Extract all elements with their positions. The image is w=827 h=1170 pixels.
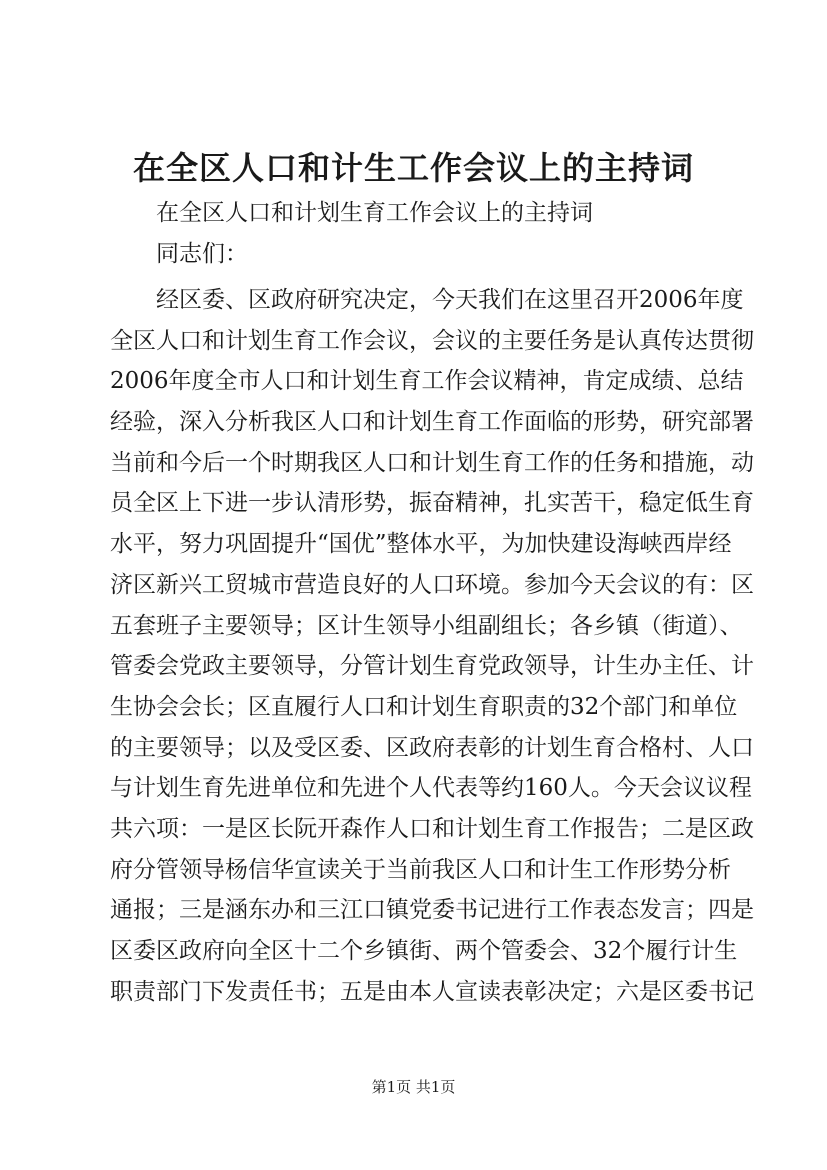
body-line: 的主要领导；以及受区委、区政府表彰的计划生育合格村、人口	[110, 734, 754, 761]
body-paragraph	[110, 280, 754, 1012]
document-subtitle: 在全区人口和计划生育工作会议上的主持词	[156, 200, 593, 226]
body-line: 府分管领导杨信华宣读关于当前我区人口和计生工作形势分析	[110, 856, 731, 883]
body-line: 济区新兴工贸城市营造良好的人口环境。参加今天会议的有：区	[110, 571, 754, 598]
body-line: 五套班子主要领导；区计生领导小组副组长；各乡镇（街道）、	[110, 612, 743, 639]
body-line: 经验，深入分析我区人口和计划生育工作面临的形势，研究部署	[110, 409, 754, 436]
body-line: 与计划生育先进单位和先进个人代表等约160人。今天会议议程	[110, 775, 752, 802]
body-line: 全区人口和计划生育工作会议，会议的主要任务是认真传达贯彻	[110, 327, 754, 354]
page-number-footer: 第1页 共1页	[371, 1078, 456, 1096]
body-line: 水平，努力巩固提升“国优”整体水平，为加快建设海峡西岸经	[110, 531, 732, 558]
body-line: 2006年度全市人口和计划生育工作会议精神，肯定成绩、总结	[110, 368, 744, 395]
body-line: 当前和今后一个时期我区人口和计划生育工作的任务和措施，动	[110, 449, 754, 476]
body-line: 区委区政府向全区十二个乡镇街、两个管委会、32个履行计生	[110, 938, 738, 964]
body-line: 管委会党政主要领导，分管计划生育党政领导，计生办主任、计	[110, 653, 754, 680]
body-line: 共六项：一是区长阮开森作人口和计划生育工作报告；二是区政	[110, 815, 754, 842]
body-line: 生协会会长；区直履行人口和计划生育职责的32个部门和单位	[110, 693, 738, 720]
body-line: 通报；三是涵东办和三江口镇党委书记进行工作表态发言；四是	[110, 897, 754, 924]
body-line: 员全区上下进一步认清形势，振奋精神，扎实苦干，稳定低生育	[110, 490, 754, 517]
body-line: 职责部门下发责任书；五是由本人宣读表彰决定；六是区委书记	[110, 978, 754, 1005]
body-line: 经区委、区政府研究决定，今天我们在这里召开2006年度	[156, 287, 744, 313]
salutation: 同志们：	[156, 241, 248, 267]
document-title: 在全区人口和计生工作会议上的主持词	[132, 149, 694, 187]
